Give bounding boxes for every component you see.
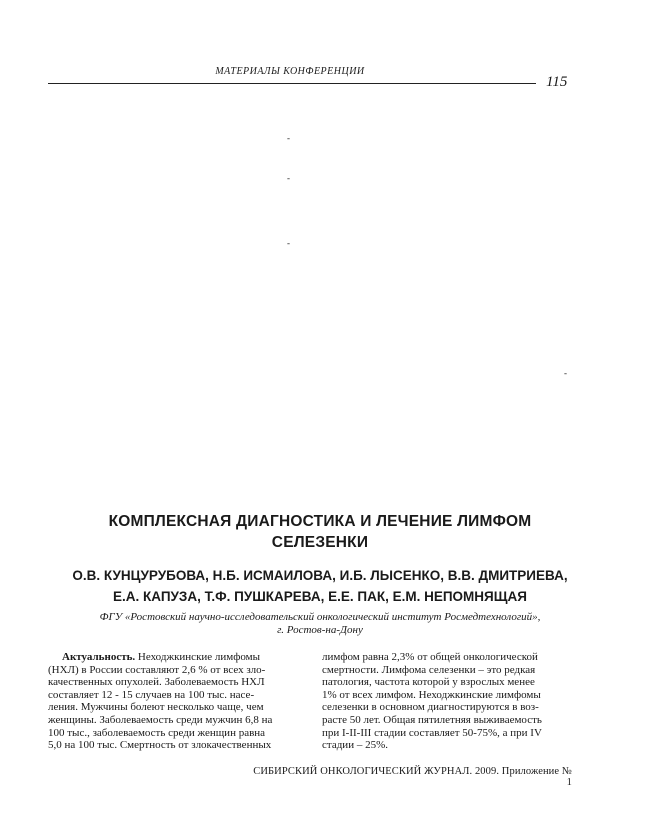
- text-line: 5,0 на 100 тыс. Смертность от злокачественных: [48, 739, 272, 752]
- dash-mark: -: [287, 238, 290, 248]
- page-number: 115: [546, 74, 568, 90]
- affiliation-line: г. Ростов-на-Дону: [277, 624, 363, 636]
- author-list: [60, 565, 580, 607]
- running-head: МАТЕРИАЛЫ КОНФЕРЕНЦИИ: [215, 66, 365, 77]
- text-line: стадии – 25%.: [322, 739, 388, 752]
- text-line: составляет 12 - 15 случаев на 100 тыс. насе-: [48, 688, 255, 701]
- article-title: [55, 511, 585, 553]
- text-line: патология, частота которой у взрослых менее: [322, 676, 535, 689]
- journal-footer: СИБИРСКИЙ ОНКОЛОГИЧЕСКИЙ ЖУРНАЛ. 2009. Приложение № 1: [253, 766, 572, 788]
- text-line: 1% от всех лимфом. Неходжкинские лимфомы: [322, 688, 541, 701]
- text-line: качественных опухолей. Заболеваемость НХЛ: [48, 676, 265, 689]
- text-line: [48, 651, 294, 664]
- affiliation-line: ФГУ «Ростовский научно-исследовательский онкологический институт Росмедтехнологий»,: [99, 611, 541, 623]
- dash-mark: -: [564, 368, 567, 378]
- title-line: КОМПЛЕКСНАЯ ДИАГНОСТИКА И ЛЕЧЕНИЕ ЛИМФОМ: [108, 513, 532, 530]
- text-line: ления. Мужчины болеют несколько чаще, чем: [48, 701, 264, 714]
- title-line: СЕЛЕЗЕНКИ: [271, 534, 369, 551]
- text-line: (НХЛ) в России составляют 2,6 % от всех зло-: [48, 663, 266, 676]
- body-column-right: [322, 651, 568, 752]
- body-column-left: [48, 651, 294, 752]
- text-span: Неходжкинские лимфомы: [135, 651, 261, 663]
- section-lead: Актуальность.: [62, 651, 136, 663]
- text-line: при I-II-III стадии составляет 50-75%, а при IV: [322, 726, 542, 739]
- header-rule: [48, 83, 536, 84]
- text-line: смертности. Лимфома селезенки – это редкая: [322, 663, 536, 676]
- text-line: 100 тыс., заболеваемость среди женщин равна: [48, 726, 266, 739]
- authors-line: О.В. КУНЦУРУБОВА, Н.Б. ИСМАИЛОВА, И.Б. ЛЫСЕНКО, В.В. ДМИТРИЕВА,: [72, 568, 568, 583]
- text-line: расте 50 лет. Общая пятилетняя выживаемость: [322, 713, 542, 726]
- dash-mark: -: [287, 133, 290, 143]
- dash-mark: -: [287, 173, 290, 183]
- text-line: женщины. Заболеваемость среди мужчин 6,8 на: [48, 713, 273, 726]
- authors-line: Е.А. КАПУЗА, Т.Ф. ПУШКАРЕВА, Е.Е. ПАК, Е.М. НЕПОМНЯЩАЯ: [113, 589, 527, 604]
- affiliation: [60, 611, 580, 637]
- text-line: лимфом равна 2,3% от общей онкологической: [322, 651, 538, 663]
- text-line: селезенки в основном диагностируются в воз-: [322, 701, 539, 714]
